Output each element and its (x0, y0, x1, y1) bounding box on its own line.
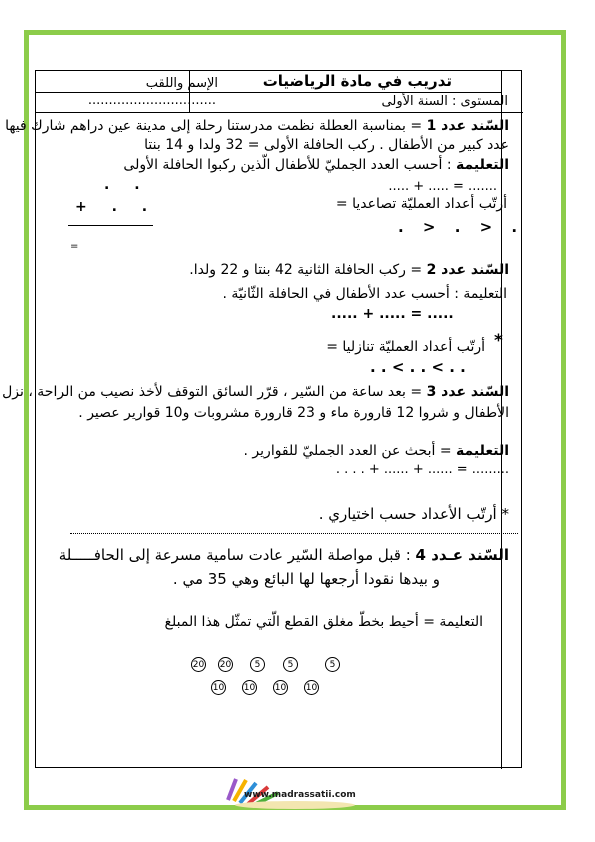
s3-instruction (244, 444, 509, 458)
s2-order-task: أرتّب أعداد العمليّة تنازليا = (326, 339, 485, 355)
name-label: الإسم واللقب (145, 76, 218, 91)
s3-tag: السّند عدد 3 (426, 384, 509, 400)
s4-paragraph-line1 (59, 548, 509, 563)
coin-20[interactable]: 20 (191, 657, 206, 672)
s1-instruction (123, 158, 509, 172)
coin-10[interactable]: 10 (242, 680, 257, 695)
s4-text1: : قبل مواصلة السّير عادت سامية مسرعة إلى الحافـــــلة (58, 546, 411, 564)
s3-paragraph-line1 (2, 385, 509, 399)
s1-equation[interactable]: ..... + ..... = ....... (388, 179, 497, 194)
s2-order-line[interactable]: . . < . . < . . (370, 358, 466, 376)
coin-10[interactable]: 10 (211, 680, 226, 695)
s1-paragraph-line2: عدد كبير من الأطفال . ركب الحافلة الأولى = 32 ولدا و 14 بنتا (144, 137, 509, 153)
s3-text1: = بعد ساعة من السّير ، قرّر السائق التوقف لأخذ نصيب من الراحة ، نزل (2, 384, 423, 400)
s3-paragraph-line2: الأطفال و شروا 12 قارورة ماء و 23 قارورة مشروبات و10 قوارير عصير . (78, 405, 509, 421)
s3-equation[interactable]: . . . . + ...... + ...... = ......... (335, 462, 509, 477)
coin-10[interactable]: 10 (304, 680, 319, 695)
s2-instruction: التعليمة : أحسب عدد الأطفال في الحافلة الثّانيّة . (222, 286, 507, 302)
level-label: المستوى : السنة الأولى (381, 94, 508, 109)
s2-equation[interactable]: ..... + ..... = ..... (331, 306, 454, 322)
s4-paragraph-line2: و بيدها نقودا أرجعها لها البائع وهي 35 مي . (172, 570, 440, 588)
s3-instruction-text: = أبحث عن العدد الجمليّ للقوارير . (243, 443, 452, 459)
s2-paragraph (189, 263, 509, 277)
coin-10[interactable]: 10 (273, 680, 288, 695)
s1-order-line[interactable]: . > . > . (398, 218, 518, 236)
coin-5[interactable]: 5 (283, 657, 298, 672)
s2-text: = ركب الحافلة الثانية 42 بنتا و 22 ولدا. (189, 262, 423, 278)
s1-equals: = (70, 241, 79, 252)
coin-20[interactable]: 20 (218, 657, 233, 672)
s1-tag: السّند عدد 1 (426, 118, 509, 134)
s3-instruction-label: التعليمة (456, 443, 509, 459)
s1-instruction-text: : أحسب العدد الجمليّ للأطفال الّذين ركبوا الحافلة الأولى (123, 157, 452, 173)
s3-answer-line[interactable] (70, 533, 518, 534)
s1-instruction-label: التعليمة (456, 157, 509, 173)
s1-dots: . . (104, 177, 140, 193)
s1-paragraph-line1 (5, 119, 509, 133)
s1-order-task: أرتّب أعداد العمليّة تصاعديا = (335, 196, 507, 212)
header-bottom-line (36, 112, 523, 113)
worksheet-title: تدريب في مادة الرياضيات (262, 72, 452, 90)
s3-order-task: * أرتّب الأعداد حسب اختياري . (318, 505, 509, 523)
coin-5[interactable]: 5 (250, 657, 265, 672)
s4-instruction: التعليمة = أحيط بخطّ مغلق القطع الّتي تمثّل هذا المبلغ (164, 614, 483, 630)
s1-text1: = بمناسبة العطلة نظمت مدرستنا رحلة إلى مدينة عين دراهم شارك فيها (5, 118, 423, 134)
coin-5[interactable]: 5 (325, 657, 340, 672)
site-url[interactable]: www.madrassatii.com (244, 790, 356, 800)
s4-tag: السّند عـدد 4 (415, 546, 509, 564)
name-field[interactable]: ............................... (87, 93, 216, 108)
s1-addition-rule (68, 225, 153, 226)
s2-tag: السّند عدد 2 (426, 262, 509, 278)
site-logo (220, 777, 370, 811)
s2-star: * (494, 331, 503, 351)
s1-plus-row: + . . (75, 199, 148, 215)
